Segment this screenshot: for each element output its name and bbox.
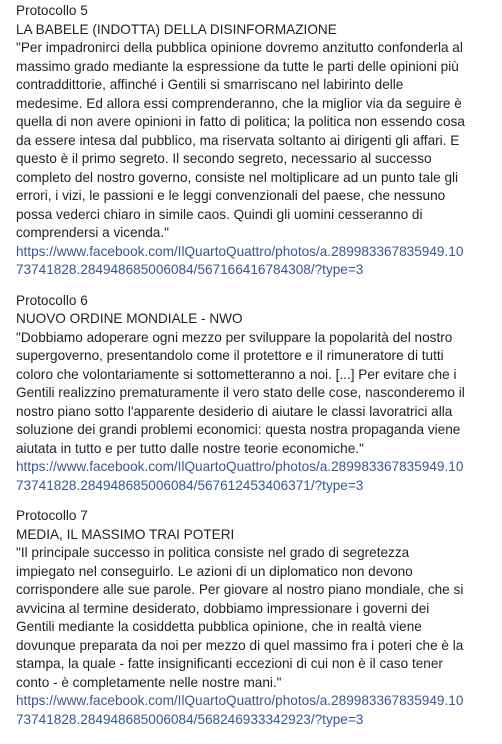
quote-line: supergoverno, presentandolo come il protettore e il rimuneratore di tutti: [16, 348, 444, 363]
quote-line: stampa, la quale - fatte insignificanti eccezioni di cui non è il caso tener: [16, 656, 443, 671]
quote-line: medesime. Ed allora essi comprenderanno, che la miglior via da seguire è: [16, 95, 462, 111]
photo-link-line[interactable]: 73741828.284948685006084/568246933342923/?type=3: [16, 711, 364, 727]
quote-line: massimo grado mediante la espressione da tutte le parti delle opinioni più: [16, 58, 459, 74]
protocol-title: NUOVO ORDINE MONDIALE - NWO: [16, 311, 243, 326]
quote-line: conto - è completamente nelle nostre mani.": [16, 674, 282, 690]
quote-line: Gentili mediante la cosiddetta pubblica opinione, che in realtà viene: [16, 619, 422, 634]
quote-line: "Il principale successo in politica consiste nel grado di segretezza: [16, 545, 410, 560]
quote-line: coloro che volontariamente si sottometteranno a noi. [...] Per evitare che i: [16, 366, 457, 382]
photo-link-line[interactable]: 73741828.284948685006084/567612453406371/?type=3: [16, 477, 364, 493]
photo-link-line[interactable]: https://www.facebook.com/IlQuartoQuattro/photos/a.289983367835949.10: [16, 243, 464, 259]
protocol-section-7: [16, 507, 496, 729]
photo-link[interactable]: [16, 458, 496, 495]
quote-line: "Dobbiamo adoperare ogni mezzo per sviluppare la popolarità del nostro: [16, 329, 453, 345]
quote-line: da essere intesa dal pubblico, ma riservata soltanto ai dirigenti gli affari. E: [16, 132, 460, 148]
photo-link-line[interactable]: https://www.facebook.com/IlQuartoQuattro/photos/a.289983367835949.10: [16, 459, 464, 474]
photo-link[interactable]: [16, 243, 496, 280]
protocol-label: Protocollo 6: [16, 292, 88, 308]
quote-line: questo è il primo segreto. Il secondo segreto, necessario al successo: [16, 151, 432, 166]
photo-link-line[interactable]: 73741828.284948685006084/567166416784308/?type=3: [16, 262, 364, 277]
quote-line: "Per impadronirci della pubblica opinione dovremo anzitutto confonderla al: [16, 40, 463, 55]
quote-line: impiegato nel conseguirlo. Le azioni di un diplomatico non devono: [16, 563, 413, 579]
protocol-title: LA BABELE (INDOTTA) DELLA DISINFORMAZIONE: [16, 21, 337, 37]
quote-line: completo del nostro governo, consiste nel moltiplicare ad un punto tale gli: [16, 169, 459, 185]
quote-line: possa vederci chiaro in simile caos. Quindi gli uomini cesseranno di: [16, 206, 423, 222]
protocol-title: MEDIA, IL MASSIMO TRAI POTERI: [16, 526, 235, 542]
quote-line: quella di non avere opinioni in fatto di politica; la politica non essendo cosa: [16, 114, 465, 129]
quote-line: aiutata in tutto e per tutto dalle nostre teorie economiche.": [16, 440, 364, 456]
quote-line: corrispondere alle sue parole. Per giovare al nostro piano mondiale, che si: [16, 582, 464, 597]
quote-line: dovunque preparata da noi per mezzo di quel massimo fra i poteri che è la: [16, 637, 464, 653]
quote-line: Gentili realizzino prematuramente il vero stato delle cose, nasconderemo il: [16, 385, 465, 400]
quote-line: nostro piano sotto l'apparente desiderio di aiutare le classi lavoratrici alla: [16, 403, 453, 419]
quote-line: comprendersi a vicenda.": [16, 225, 169, 240]
quote-line: avvicina al termine desiderato, dobbiamo impressionare i governi dei: [16, 600, 430, 616]
protocol-label: Protocollo 7: [16, 508, 88, 523]
quote-line: contraddittorie, affinché i Gentili si smarriscano nel labirinto delle: [16, 77, 404, 92]
photo-link[interactable]: [16, 692, 496, 729]
photo-link-line[interactable]: https://www.facebook.com/IlQuartoQuattro/photos/a.289983367835949.10: [16, 693, 464, 708]
quote-line: soluzione dei grandi problemi economici: questa nostra propaganda viene: [16, 422, 461, 437]
quote-line: errori, i vizi, le passioni e le leggi convenzionali del paese, che nessuno: [16, 188, 446, 203]
protocol-section-6: [16, 292, 496, 496]
protocol-label: Protocollo 5: [16, 3, 88, 18]
protocol-section-5: [16, 2, 496, 280]
